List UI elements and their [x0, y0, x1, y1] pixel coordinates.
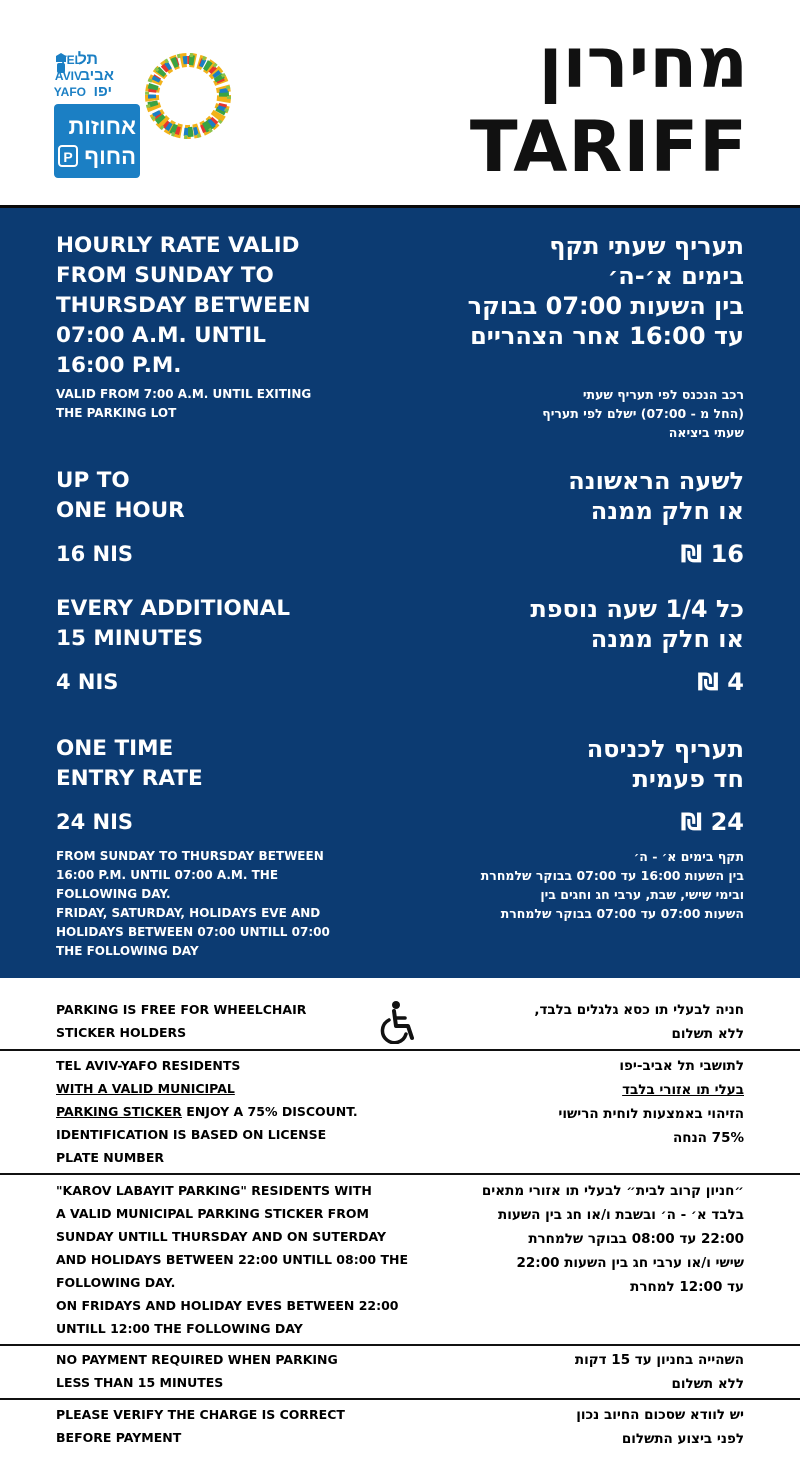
text-line: 15 MINUTES	[56, 626, 204, 651]
free-15-minutes-rule-he	[575, 1348, 744, 1396]
text-line: STICKER HOLDERS	[56, 1025, 187, 1040]
text-line: בימים א׳-ה׳	[607, 262, 744, 290]
text-line: UNTILL 12:00 THE FOLLOWING DAY	[56, 1321, 303, 1336]
hourly-title-en	[56, 231, 310, 381]
text-line: לתושבי תל אביב-יפו	[619, 1058, 744, 1074]
logo-text: AVIV	[54, 69, 82, 83]
text-line: 16:00 P.M. UNTIL 07:00 A.M. THE	[56, 868, 279, 882]
wheelchair-rule-he	[534, 998, 744, 1046]
text-line: ובימי שישי, שבת, ערבי חג וחגים בין	[540, 887, 744, 902]
text-line: 75% הנחה	[673, 1130, 744, 1146]
wheelchair-rule-en	[56, 998, 306, 1044]
text-line: ON FRIDAYS AND HOLIDAY EVES BETWEEN 22:00	[56, 1298, 399, 1313]
text-line: תעריף שעתי תקף	[549, 232, 744, 260]
text-line: PLEASE VERIFY THE CHARGE IS CORRECT	[56, 1407, 345, 1422]
text-line: A VALID MUNICIPAL PARKING STICKER FROM	[56, 1206, 369, 1221]
text-line: HOLIDAYS BETWEEN 07:00 UNTILL 07:00	[56, 925, 330, 939]
text-line: לשעה הראשונה	[568, 467, 744, 495]
text-line: FROM SUNDAY TO THURSDAY BETWEEN	[56, 849, 324, 863]
entry-title-en	[56, 734, 203, 794]
logo-text: YAFO	[53, 85, 86, 99]
text-line: כל 1/4 שעה נוספת	[530, 595, 744, 623]
text-line: VALID FROM 7:00 A.M. UNTIL EXITING	[56, 387, 312, 401]
text-line: FOLLOWING DAY.	[56, 1275, 176, 1290]
entry-price-en: 24 NIS	[56, 810, 134, 834]
text-line: לפני ביצוע התשלום	[621, 1431, 744, 1447]
logo-text: תל	[77, 51, 98, 68]
logo-text: יפו	[93, 83, 112, 100]
header	[0, 0, 800, 203]
residents-rule-he	[558, 1054, 744, 1150]
additional-he	[530, 594, 744, 654]
text-line	[56, 1100, 358, 1123]
text-line: תקף בימים א׳ - ה׳	[633, 849, 744, 864]
text-line: השעות 07:00 עד 07:00 בבוקר שלמחרת	[500, 906, 744, 921]
verify-charge-rule-he	[576, 1403, 744, 1451]
hourly-title-he	[468, 231, 744, 351]
text-line: בין השעות 16:00 עד 07:00 בבוקר שלמחרת	[480, 868, 744, 883]
residents-rule-en	[56, 1054, 358, 1169]
text-line: ללא תשלום	[671, 1376, 744, 1392]
text-line: THE FOLLOWING DAY	[56, 944, 199, 958]
logo-text: TEL	[59, 53, 82, 67]
karov-labayit-rule-he	[482, 1179, 744, 1299]
text-line: שישי ו/או ערבי חג בין השעות 22:00	[516, 1255, 744, 1271]
text-line: THE PARKING LOT	[56, 406, 177, 420]
text-line: EVERY ADDITIONAL	[56, 596, 291, 621]
additional-price-en: 4 NIS	[56, 670, 119, 694]
text-line: AND HOLIDAYS BETWEEN 22:00 UNTILL 08:00 THE	[56, 1252, 408, 1267]
text-line: תעריף לכניסה	[586, 735, 744, 763]
text-line: ONE HOUR	[56, 498, 185, 523]
first-hour-he	[568, 466, 744, 526]
entry-note-en	[56, 847, 330, 961]
additional-price-he: 4 ₪	[697, 668, 744, 696]
divider	[0, 1398, 800, 1400]
text-line: חד פעמית	[632, 765, 744, 793]
mosaic-circle-icon	[138, 46, 238, 146]
text-line: רכב הנכנס לפי תעריף שעתי	[582, 387, 744, 402]
first-hour-en	[56, 466, 185, 526]
text-line: השהייה בחניון עד 15 דקות	[574, 1352, 744, 1368]
text-line: UP TO	[56, 468, 130, 493]
text-line: (החל מ - 07:00) ישלם לפי תעריף	[542, 406, 744, 421]
text-line: 16:00 P.M.	[56, 353, 182, 378]
text-line: SUNDAY UNTILL THURSDAY AND ON SUTERDAY	[56, 1229, 387, 1244]
text-line: ONE TIME	[56, 736, 174, 761]
text-line: WITH A VALID MUNICIPAL	[56, 1081, 235, 1096]
tel-aviv-ahuzot-hahof-logo	[52, 44, 242, 180]
text-line: בין השעות 07:00 בבוקר	[467, 292, 744, 320]
text-line: בלבד א׳ - ה׳ ובשבת ו/או חג בין השעות	[498, 1207, 744, 1223]
additional-en	[56, 594, 290, 654]
logo-text: החוף	[84, 144, 136, 169]
text-line: 07:00 A.M. UNTIL	[56, 323, 266, 348]
text-line: THURSDAY BETWEEN	[56, 293, 311, 318]
first-hour-price-en: 16 NIS	[56, 542, 134, 566]
text-line: שעתי ביציאה	[668, 425, 744, 440]
text-line: הזיהוי באמצעות לוחית הרישוי	[558, 1106, 744, 1122]
entry-rate-panel	[0, 712, 800, 978]
divider	[0, 1173, 800, 1175]
text-line: או חלק ממנה	[590, 497, 744, 525]
underlined-text: PARKING STICKER	[56, 1104, 182, 1119]
entry-price-he: 24 ₪	[680, 808, 744, 836]
text-line: בעלי תו אזורי בלבד	[622, 1082, 744, 1098]
text-line: חניה לבעלי תו כסא גלגלים בלבד,	[534, 1002, 744, 1018]
text-line: IDENTIFICATION IS BASED ON LICENSE	[56, 1127, 327, 1142]
text-line: 22:00 עד 08:00 בבוקר שלמחרת	[528, 1231, 744, 1247]
divider	[0, 1049, 800, 1051]
text-line: FOLLOWING DAY.	[56, 887, 171, 901]
text-line: NO PAYMENT REQUIRED WHEN PARKING	[56, 1352, 338, 1367]
text-line: LESS THAN 15 MINUTES	[56, 1375, 224, 1390]
logo-text: אחוזות	[68, 114, 136, 139]
hourly-note-en	[56, 385, 311, 423]
text-line: עד 16:00 אחר הצהריים	[470, 322, 744, 350]
text-line: יש לוודא שסכום החיוב נכון	[576, 1407, 744, 1423]
text-line: ללא תשלום	[671, 1026, 744, 1042]
logo-text: אביב	[80, 67, 114, 84]
text-fragment: ENJOY A 75% DISCOUNT.	[181, 1104, 358, 1119]
entry-note-he	[481, 847, 744, 923]
title-english: TARIFF	[469, 106, 748, 188]
free-15-minutes-rule-en	[56, 1348, 338, 1394]
text-line: עד 12:00 למחרת	[630, 1279, 744, 1295]
verify-charge-rule-en	[56, 1403, 345, 1449]
svg-text:P: P	[63, 149, 73, 165]
wheelchair-icon	[378, 1000, 422, 1044]
title-hebrew: מחירון	[538, 22, 748, 104]
text-line: ENTRY RATE	[56, 766, 203, 791]
first-hour-price-he: 16 ₪	[680, 540, 744, 568]
text-line: FROM SUNDAY TO	[56, 263, 274, 288]
text-line: PARKING IS FREE FOR WHEELCHAIR	[56, 1002, 307, 1017]
text-line: TEL AVIV-YAFO RESIDENTS	[56, 1058, 241, 1073]
text-line: FRIDAY, SATURDAY, HOLIDAYS EVE AND	[56, 906, 321, 920]
karov-labayit-rule-en	[56, 1179, 408, 1340]
text-line: ״חניון קרוב לבית״ לבעלי תו אזורי מתאים	[481, 1183, 744, 1199]
text-line: PLATE NUMBER	[56, 1150, 164, 1165]
text-line: או חלק ממנה	[590, 625, 744, 653]
entry-title-he	[587, 734, 744, 794]
hourly-rate-panel	[0, 205, 800, 712]
hourly-note-he	[542, 385, 744, 442]
divider	[0, 1344, 800, 1346]
text-line: HOURLY RATE VALID	[56, 233, 300, 258]
text-line: BEFORE PAYMENT	[56, 1430, 182, 1445]
text-line: "KAROV LABAYIT PARKING" RESIDENTS WITH	[56, 1183, 372, 1198]
